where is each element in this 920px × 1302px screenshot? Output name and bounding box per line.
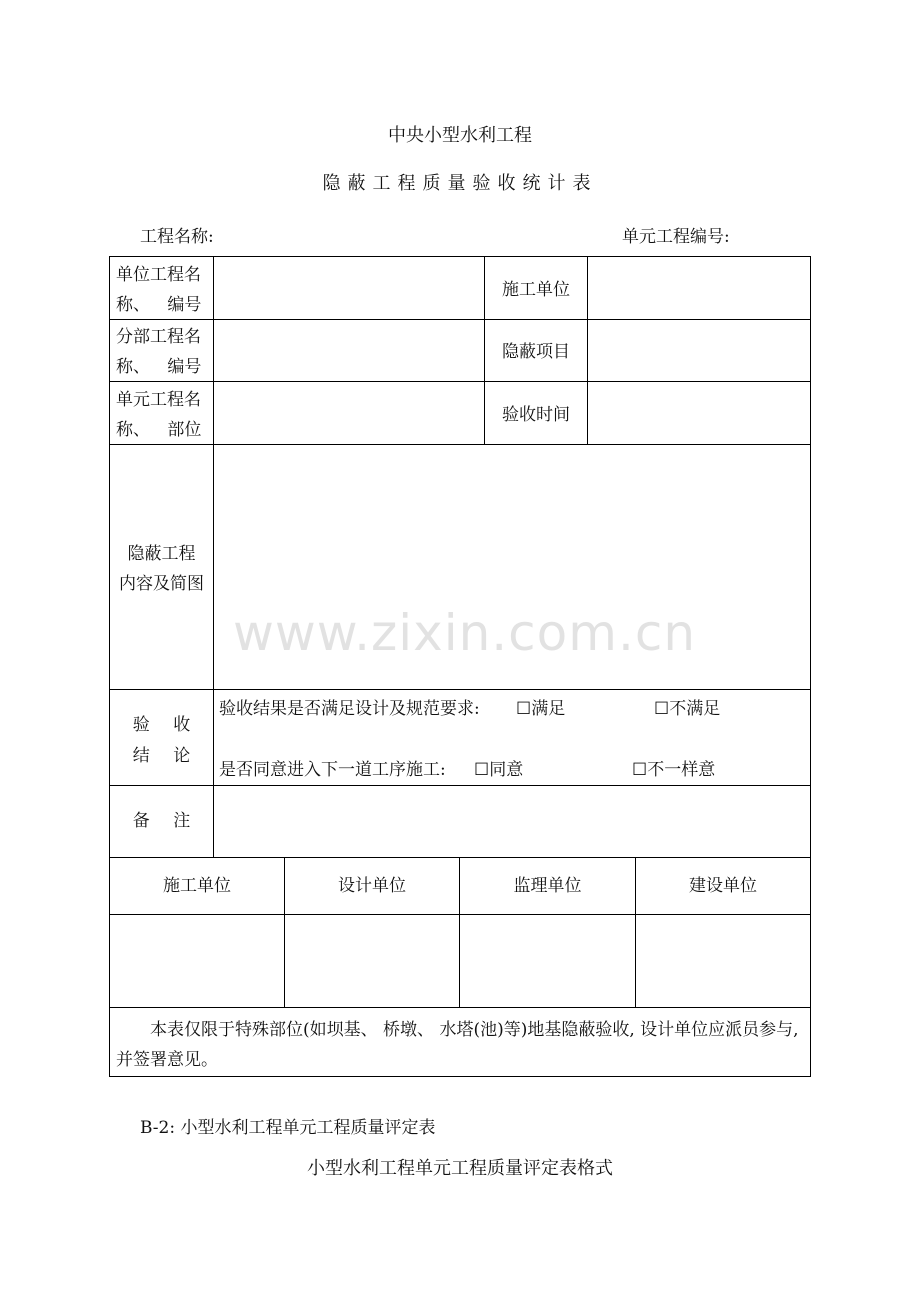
- table-note: 本表仅限于特殊部位(如坝基、 桥墩、 水塔(池)等)地基隐蔽验收, 设计单位应派员参与, 并签署意见。: [116, 1020, 799, 1070]
- q2-option-disagree[interactable]: [632, 755, 715, 785]
- conclusion-label-line2: 结 论: [132, 746, 191, 766]
- checkbox-icon[interactable]: ☐: [632, 760, 648, 780]
- content-label-line1: 隐蔽工程: [127, 544, 196, 564]
- q2-option-disagree-label: 不一样意: [647, 760, 716, 780]
- conclusion-question-1: 验收结果是否满足设计及规范要求:: [219, 699, 480, 719]
- conclusion-label-line1: 验 收: [132, 715, 191, 735]
- sub-project-label-line2: 称、 编号: [116, 357, 202, 377]
- q1-option-satisfied-label: 满足: [531, 699, 566, 719]
- sign-header-construction: 施工单位: [163, 876, 231, 896]
- content-label-line2: 内容及简图: [119, 574, 204, 594]
- project-name-label: 工程名称:: [140, 227, 214, 247]
- q2-option-agree-label: 同意: [489, 760, 524, 780]
- sign-header-owner: 建设单位: [689, 876, 757, 896]
- unit-project-label-line1: 单位工程名: [116, 265, 201, 285]
- checkbox-icon[interactable]: ☐: [474, 760, 490, 780]
- sign-header-design: 设计单位: [338, 876, 406, 896]
- unit-work-label-line2: 称、 部位: [116, 420, 202, 440]
- unit-project-label-line2: 称、 编号: [116, 295, 202, 315]
- q1-option-not-satisfied[interactable]: [654, 694, 720, 724]
- unit-work-label-line1: 单元工程名: [116, 390, 201, 410]
- remarks-label: 备 注: [132, 811, 191, 831]
- section-label: B-2: 小型水利工程单元工程质量评定表: [140, 1118, 436, 1138]
- checkbox-icon[interactable]: ☐: [516, 699, 532, 719]
- sign-header-supervision: 监理单位: [513, 876, 582, 896]
- acceptance-time-label: 验收时间: [502, 405, 570, 425]
- sub-project-label-line1: 分部工程名: [116, 327, 201, 347]
- page-title: 中央小型水利工程: [388, 125, 532, 146]
- q1-option-not-satisfied-label: 不满足: [669, 699, 721, 719]
- checkbox-icon[interactable]: ☐: [654, 699, 670, 719]
- q2-option-agree[interactable]: [474, 755, 523, 785]
- conclusion-question-2: 是否同意进入下一道工序施工:: [219, 760, 446, 780]
- unit-project-number-label: 单元工程编号:: [622, 227, 730, 247]
- form-title: 隐蔽工程质量验收统计表: [322, 173, 598, 194]
- next-form-title: 小型水利工程单元工程质量评定表格式: [307, 1158, 613, 1179]
- hidden-item-label: 隐蔽项目: [502, 342, 570, 362]
- watermark: www.zixin.com.cn: [233, 604, 697, 662]
- q1-option-satisfied[interactable]: [516, 694, 565, 724]
- construction-unit-label: 施工单位: [502, 280, 570, 300]
